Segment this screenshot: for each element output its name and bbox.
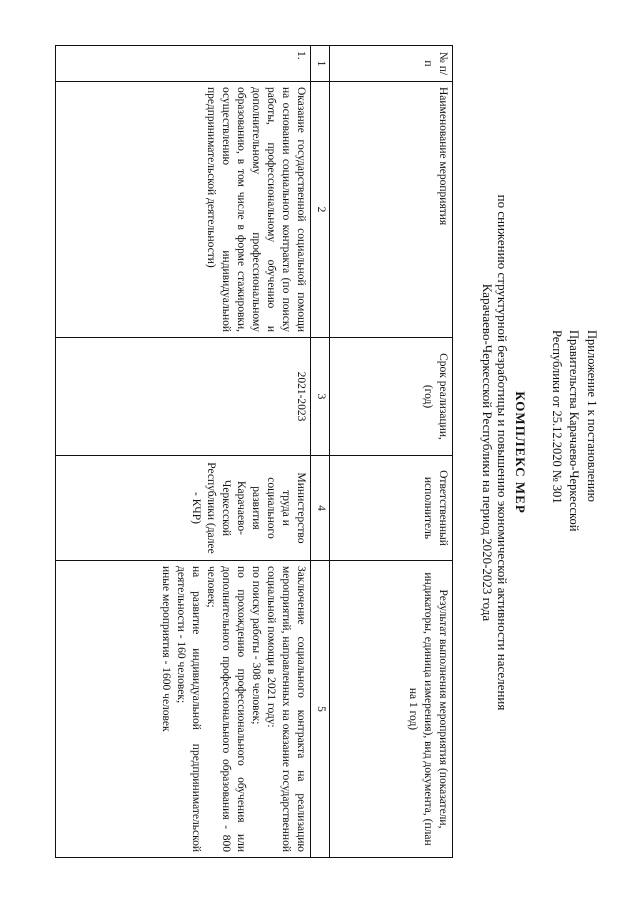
header-cell: Срок реализации, (год) [330, 338, 453, 456]
column-number: 2 [311, 82, 330, 338]
header-cell: Результат выполнения мероприятия (показатели, индикаторы, единица измерения), вид документа, (план на 1 год) [330, 561, 453, 858]
column-number: 4 [311, 456, 330, 561]
result-intro: Заключение социального контракта на реализацию мероприятий, направленных на оказание государственной социальной помощи в 2021 году: [265, 566, 307, 852]
title-heading: КОМПЛЕКС МЕР [513, 391, 528, 514]
result-item: по поиску работы - 308 человек; [250, 566, 262, 725]
appendix-note [548, 330, 601, 531]
column-number: 1 [311, 46, 330, 82]
column-number: 5 [311, 561, 330, 858]
expected-result [56, 561, 311, 858]
table-header-row [330, 46, 453, 858]
measure-name: Оказание государственной социальной помощи на основании социального контракта (по поиску работы, профессиональному обучению и дополнительному профессиональному образованию, в том числе в форме стажировки, осуществлению индивидуальной предпринимательской деятельности) [56, 82, 311, 338]
appendix-line: Республики от 25.12.2020 № 301 [550, 330, 564, 504]
result-item: на развитие индивидуальной предпринимательской деятельности - 160 человек; [175, 566, 202, 852]
header-cell: Наименование мероприятия [330, 82, 453, 338]
table-row [56, 46, 311, 858]
header-cell: Ответственный исполнитель [330, 456, 453, 561]
result-item: по прохождению профессионального обучения или дополнительного профессионального образования - 800 человек; [205, 566, 247, 852]
responsible-executor: Министерство труда и социального развития Карачаево-Черкесской Республики (далее - КЧР) [56, 456, 311, 561]
appendix-line: Приложение 1 к постановлению [585, 330, 599, 502]
document-title [480, 0, 528, 905]
title-subtitle: Карачаево-Черкесской Республики на период 2020-2023 года [480, 283, 495, 622]
header-cell: № п/п [330, 46, 453, 82]
column-number: 3 [311, 338, 330, 456]
column-number-row [311, 46, 330, 858]
implementation-period: 2021-2023 [56, 338, 311, 456]
result-item: иные мероприятия - 1600 человек [160, 566, 172, 732]
measures-table [55, 45, 453, 858]
row-number: 1. [56, 46, 311, 82]
appendix-line: Правительства Карачаево-Черкесской [567, 330, 582, 532]
title-subtitle: по снижению структурной безработицы и повышению экономической активности населения [495, 194, 510, 711]
